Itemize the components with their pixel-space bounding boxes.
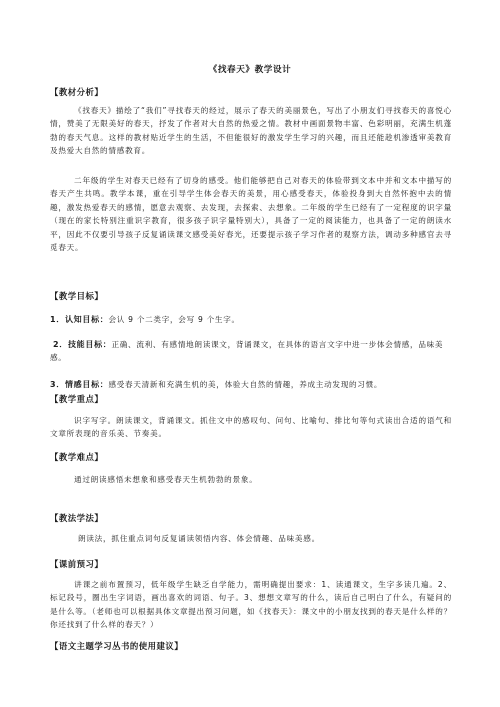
goal-label: 2．技能目标：	[53, 340, 112, 349]
paragraph-text: 《找春天》描绘了“我们”寻找春天的经过，展示了春天的美丽景色，写出了小朋友们寻找春天的喜悦心情，赞美了无限美好的春天，抒发了作者对大自然的热爱之情。教材中画面景物丰富、色彩明丽，充满生机蓬勃的春天气息。这样的教材贴近学生的生活，不但能很好的激发学生学习的兴趣，而且还能趁机渗透审美教育及热爱大自然的情感教育。	[50, 106, 452, 156]
section-heading-preview: 【课前预习】	[50, 559, 104, 569]
goal-cognitive	[50, 313, 452, 326]
goal-text: 正确、流利、有感情地朗读课文，背诵课文，在具体的语言文字中进一步体会情感，品味美感。	[50, 340, 444, 363]
paragraph-textbook-analysis-2	[50, 174, 452, 254]
section-heading-key-points: 【教学重点】	[50, 394, 104, 404]
paragraph-textbook-analysis-1	[50, 104, 452, 158]
section-heading-methods: 【教法学法】	[50, 513, 104, 523]
paragraph-text: 讲课之前布置预习，低年级学生缺乏自学能力，需明确提出要求：1、读通课文，生字多读几遍。2、标记段号，圈出生字词语，画出喜欢的词语、句子。3、想想文章写的什么，读后自己明白了什么，有疑问的是什么等。（老师也可以根据具体文章提出预习问题，如《找春天》：课文中的小朋友找到的春天是什么样的？你还找到了什么样的春天？）	[50, 580, 452, 630]
section-heading-difficulties: 【教学难点】	[50, 452, 104, 462]
goal-emotion	[50, 378, 452, 391]
goal-skill	[50, 338, 452, 365]
goal-text: 感受春天清新和充满生机的美，体验大自然的情趣，养成主动发现的习惯。	[108, 380, 383, 389]
goal-label: 3．情感目标：	[50, 380, 109, 389]
paragraph-preview	[50, 578, 452, 632]
paragraph-text: 通过朗读感悟未想象和感受春天生机勃勃的景象。	[74, 475, 258, 484]
paragraph-text: 识字写字。朗读课文，背诵课文。抓住文中的感叹句、问句、比喻句、排比句等句式读出合适的语气和文章所表现的音乐美、节奏美。	[50, 416, 452, 439]
section-heading-textbook-analysis: 【教材分析】	[50, 87, 104, 97]
section-heading-book-usage: 【语文主题学习丛书的使用建议】	[50, 641, 184, 651]
section-heading-teaching-goals: 【教学目标】	[50, 291, 104, 301]
paragraph-key-points	[50, 414, 452, 441]
paragraph-difficulties	[50, 473, 452, 486]
paragraph-text: 二年级的学生对春天已经有了切身的感受。他们能够把自己对春天的体验带到文本中并和文本中描写的春天产生共鸣。教学本课，重在引导学生体会春天的美景，用心感受春天，体验投身到大自然怀抱中去的情趣，激发热爱春天的感情，愿意去观察、去发现，去探索、去想象。二年级的学生已经有了一定程度的识字量（现在的家长特别注重识字教育，很多孩子识字量特别大），具备了一定的阅读能力，也具备了一定的朗读水平，因此不仅要引导孩子反复诵读课文感受美好春光，还要提示孩子学习作者的观察方法，调动多种感官去寻觅春天。	[50, 176, 452, 253]
paragraph-methods	[50, 532, 452, 545]
goal-text: 会认 9 个二类字，会写 9 个生字。	[108, 315, 240, 324]
paragraph-text: 朗读法，抓住重点词句反复诵读领悟内容、体会情趣、品味美感。	[78, 534, 320, 543]
document-title: 《找春天》教学设计	[208, 65, 292, 75]
goal-label: 1．认知目标：	[50, 315, 109, 324]
